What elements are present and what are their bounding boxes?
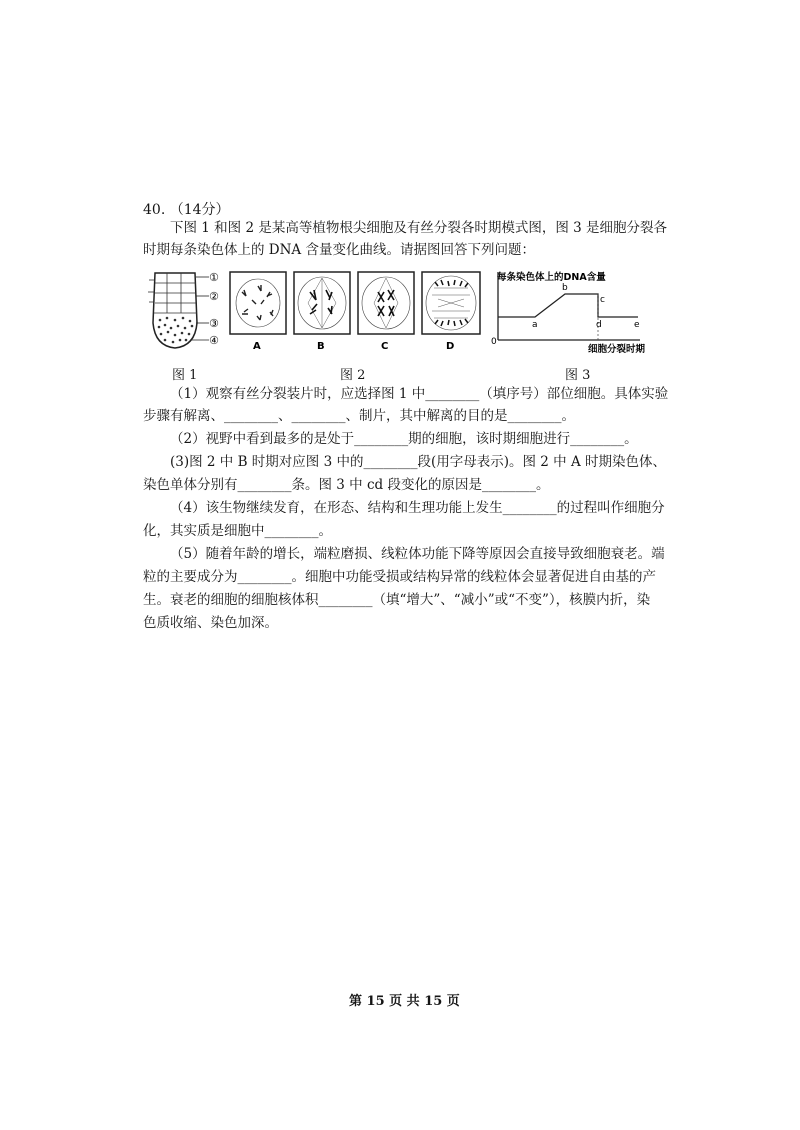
- figure2-caption: 图 2: [340, 368, 366, 383]
- page-footer: 第 15 页 共 15 页: [349, 994, 460, 1009]
- question-header: [143, 199, 230, 219]
- intro-line-2: 时期每条染色体上的 DNA 含量变化曲线。请据图回答下列问题：: [143, 242, 535, 258]
- figure3-dna-chart: [490, 268, 665, 356]
- fig3-xlabel: 细胞分裂时期: [588, 344, 646, 355]
- question-5-line-1: （5）随着年龄的增长，端粒磨损、线粒体功能下降等原因会直接导致细胞衰老。端: [170, 546, 665, 562]
- question-4-line-2: 化，其实质是细胞中________。: [143, 523, 332, 539]
- question-1-line-2: 步骤有解离、________、________、制片，其中解离的目的是________。: [143, 408, 575, 424]
- question-4-line-1: （4）该生物继续发育，在形态、结构和生理功能上发生________的过程叫作细胞分: [170, 500, 665, 516]
- fig1-marker-2: ②: [209, 290, 219, 303]
- cell-d-label: D: [446, 341, 455, 352]
- question-5-line-2: 粒的主要成分为________。细胞中功能受损或结构异常的线粒体会显著促进自由基的产: [143, 569, 656, 585]
- fig3-point-label-d: d: [596, 320, 602, 330]
- cell-d: [422, 272, 480, 334]
- question-5-line-4: 色质收缩、染色加深。: [143, 615, 278, 631]
- fig1-marker-3: ③: [209, 317, 219, 330]
- fig3-point-label-a: a: [532, 320, 538, 330]
- figure1-root-tip: [145, 268, 225, 353]
- intro-line-1: 下图 1 和图 2 是某高等植物根尖细胞及有丝分裂各时期模式图，图 3 是细胞分裂各: [170, 220, 668, 236]
- question-3-line-1: (3)图 2 中 B 时期对应图 3 中的________段(用字母表示)。图 2 中 A 时期染色体、: [170, 454, 667, 470]
- figure1-caption: 图 1: [172, 368, 198, 383]
- cell-b-label: B: [317, 341, 325, 352]
- question-1-line-1: （1）观察有丝分裂装片时，应选择图 1 中________（填序号）部位细胞。具体实验: [170, 386, 669, 402]
- fig3-origin: 0: [491, 337, 497, 347]
- cell-c-label: C: [381, 341, 389, 352]
- fig1-marker-4: ④: [209, 334, 219, 347]
- cell-b: [294, 272, 350, 334]
- fig3-ylabel: 每条染色体上的DNA含量: [497, 272, 606, 283]
- question-points: （14分）: [169, 202, 230, 218]
- fig1-marker-1: ①: [209, 271, 219, 284]
- fig3-point-label-b: b: [562, 283, 568, 293]
- fig3-point-label-e: e: [634, 320, 640, 330]
- cell-a: [230, 272, 286, 334]
- cell-a-label: A: [253, 341, 261, 352]
- figure2-mitosis-cells: [228, 270, 486, 352]
- fig3-dna-curve: [498, 294, 638, 317]
- figure3-caption: 图 3: [565, 368, 591, 383]
- question-number: 40.: [143, 202, 166, 218]
- question-5-line-3: 生。衰老的细胞的细胞核体积________（填“增大”、“减小”或“不变”），核膜内折，染: [143, 592, 651, 608]
- question-3-line-2: 染色单体分别有________条。图 3 中 cd 段变化的原因是________。: [143, 477, 550, 493]
- question-2: （2）视野中看到最多的是处于________期的细胞，该时期细胞进行________。: [170, 431, 638, 447]
- cell-c: [358, 272, 414, 334]
- fig3-point-label-c: c: [600, 295, 605, 305]
